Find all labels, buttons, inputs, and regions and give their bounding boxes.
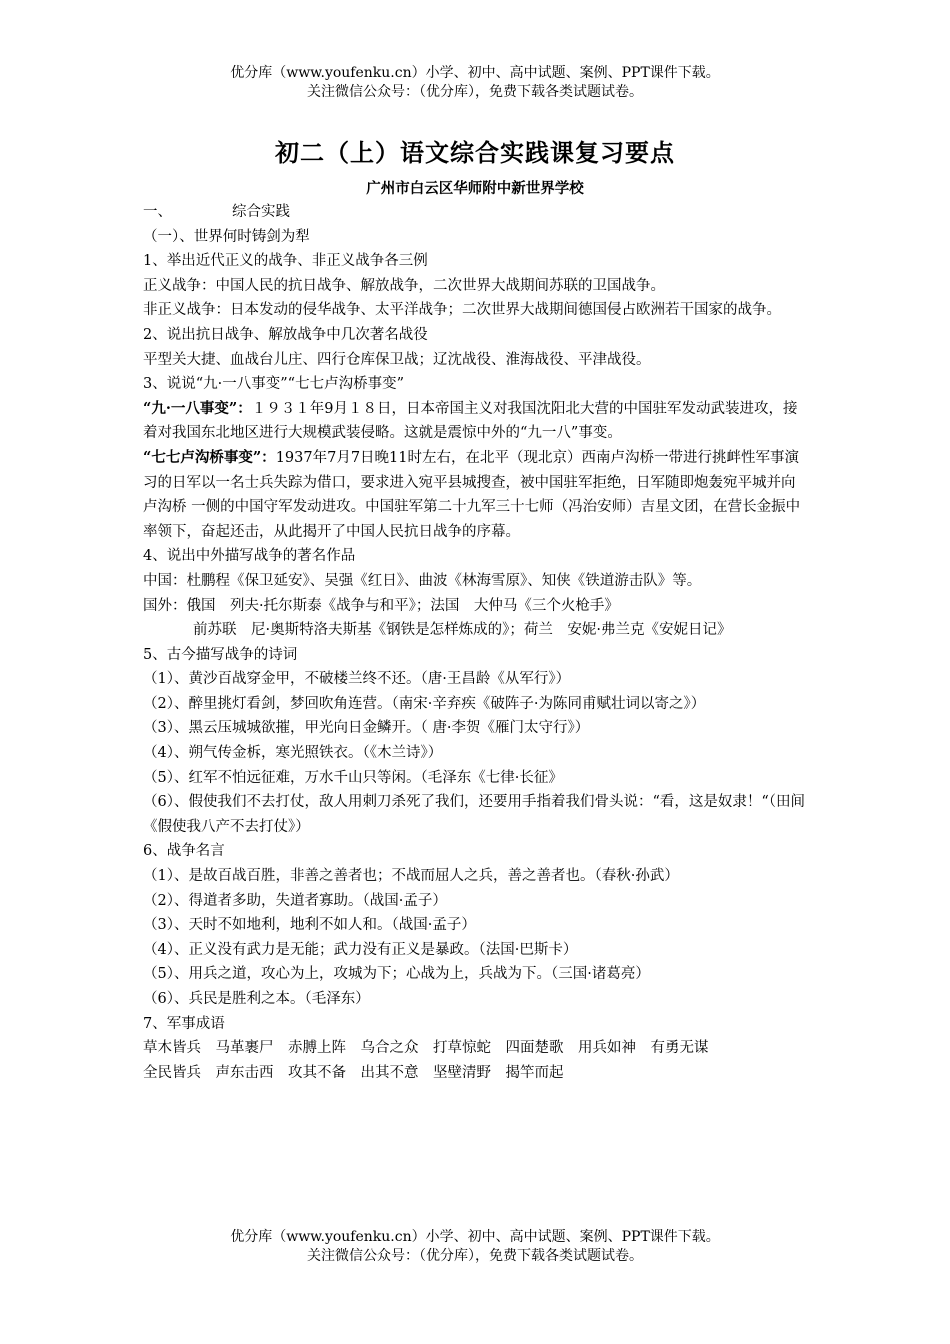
question-6: 6、战争名言 bbox=[143, 843, 225, 860]
answer-3-event-1 bbox=[143, 397, 809, 446]
event-1-text: １９３１年9月１８日，日本帝国主义对我国沈阳北大营的中国驻军发动武装进攻，接着对我国东北地区进行大规模武装侵略。这就是震惊中外的“九一八”事变。 bbox=[143, 400, 798, 442]
page-header bbox=[0, 64, 950, 102]
quote-item: （3）、天时不如地利，地利不如人和。（战国·孟子） bbox=[143, 917, 476, 934]
footer-line-2: 关注微信公众号：（优分库），免费下载各类试题试卷。 bbox=[307, 1248, 643, 1264]
idiom-line-2: 全民皆兵 声东击西 攻其不备 出其不意 坚壁清野 揭竿而起 bbox=[143, 1064, 564, 1081]
event-2-text: 1937年7月7日晚11时左右，在北平（现北京）西南卢沟桥一带进行挑衅性军事演习的日军以一名士兵失踪为借口，要求进入宛平县城搜查，被中国驻军拒绝，日军随即炮轰宛平城并向卢沟桥 一侧的中国守军发动进攻。中国驻军第二十九军三十七师（冯治安师）吉星文团，在营长金振中率领下，奋起还击，从此揭开了中国人民抗日战争的序幕。 bbox=[143, 449, 801, 540]
question-5: 5、古今描写战争的诗词 bbox=[143, 646, 298, 663]
header-line-2: 关注微信公众号：（优分库），免费下载各类试题试卷。 bbox=[307, 84, 643, 100]
poem-item: （3）、黑云压城城欲摧，甲光向日金鳞开。（ 唐·李贺《雁门太守行》） bbox=[143, 720, 590, 737]
answer-3-event-2 bbox=[143, 446, 809, 544]
page-footer bbox=[0, 1228, 950, 1266]
header-line-1: 优分库（www.youfenku.cn）小学、初中、高中试题、案例、PPT课件下载。 bbox=[230, 65, 720, 81]
quote-item: （4）、正义没有武力是无能；武力没有正义是暴政。（法国·巴斯卡） bbox=[143, 941, 578, 958]
poem-item: （6）、假使我们不去打仗，敌人用刺刀杀死了我们，还要用手指着我们骨头说：“看，这是奴隶！“（田间《假使我八产不去打仗》） bbox=[143, 794, 806, 835]
answer-1-unjust-wars: 非正义战争：日本发动的侵华战争、太平洋战争；二次世界大战期间德国侵占欧洲若干国家的战争。 bbox=[143, 302, 781, 319]
question-3: 3、说说“九·一八事变”“七七卢沟桥事变” bbox=[143, 376, 404, 393]
subsection-heading: （一）、世界何时铸剑为犁 bbox=[143, 228, 310, 245]
section-heading bbox=[143, 200, 809, 225]
poem-item: （4）、朔气传金柝，寒光照铁衣。（《木兰诗》） bbox=[143, 745, 443, 762]
question-7: 7、军事成语 bbox=[143, 1015, 225, 1032]
quote-item: （6）、兵民是胜利之本。（毛泽东） bbox=[143, 991, 370, 1007]
quote-item: （1）、是故百战百胜，非善之善者也；不战而屈人之兵，善之善者也。（春秋·孙武） bbox=[143, 868, 679, 885]
quote-item: （5）、用兵之道，攻心为上，攻城为下；心战为上，兵战为下。（三国·诸葛亮） bbox=[143, 966, 650, 983]
answer-2: 平型关大捷、血战台儿庄、四行仓库保卫战；辽沈战役、淮海战役、平津战役。 bbox=[143, 351, 651, 368]
question-4: 4、说出中外描写战争的著名作品 bbox=[143, 548, 356, 565]
poem-item: （1）、黄沙百战穿金甲，不破楼兰终不还。（唐·王昌龄《从军行》） bbox=[143, 671, 571, 688]
poem-item: （5）、红军不怕远征难，万水千山只等闲。（毛泽东《七律·长征》 bbox=[143, 769, 563, 786]
answer-4-foreign-1: 国外：俄国 列夫·托尔斯泰《战争与和平》；法国 大仲马《三个火枪手》 bbox=[143, 597, 619, 614]
poem-item: （2）、醉里挑灯看剑，梦回吹角连营。（南宋·辛弃疾《破阵子·为陈同甫赋壮词以寄之》） bbox=[143, 695, 706, 712]
event-1-label: “九·一八事变”： bbox=[143, 399, 252, 417]
event-2-label: “七七卢沟桥事变”： bbox=[143, 448, 276, 466]
answer-4-china: 中国：杜鹏程《保卫延安》、吴强《红日》、曲波《林海雪原》、知侠《铁道游击队》等。 bbox=[143, 572, 702, 589]
question-1: 1、举出近代正义的战争、非正义战争各三例 bbox=[143, 253, 428, 270]
document-body bbox=[143, 200, 809, 1085]
idiom-line-1: 草木皆兵 马革裹尸 赤膊上阵 乌合之众 打草惊蛇 四面楚歌 用兵如神 有勇无谋 bbox=[143, 1040, 709, 1057]
quote-item: （2）、得道者多助，失道者寡助。（战国·孟子） bbox=[143, 892, 447, 909]
question-2: 2、说出抗日战争、解放战争中几次著名战役 bbox=[143, 326, 428, 343]
answer-4-foreign-2: 前苏联 尼·奥斯特洛夫斯基《钢铁是怎样炼成的》；荷兰 安妮·弗兰克《安妮日记》 bbox=[193, 622, 732, 639]
section-number: 一、 bbox=[143, 204, 172, 220]
document-title: 初二（上）语文综合实践课复习要点 bbox=[275, 138, 675, 167]
document-subtitle: 广州市白云区华师附中新世界学校 bbox=[366, 180, 584, 197]
answer-1-just-wars: 正义战争：中国人民的抗日战争、解放战争，二次世界大战期间苏联的卫国战争。 bbox=[143, 277, 665, 294]
footer-line-1: 优分库（www.youfenku.cn）小学、初中、高中试题、案例、PPT课件下载。 bbox=[230, 1229, 720, 1245]
section-title: 综合实践 bbox=[232, 204, 290, 220]
